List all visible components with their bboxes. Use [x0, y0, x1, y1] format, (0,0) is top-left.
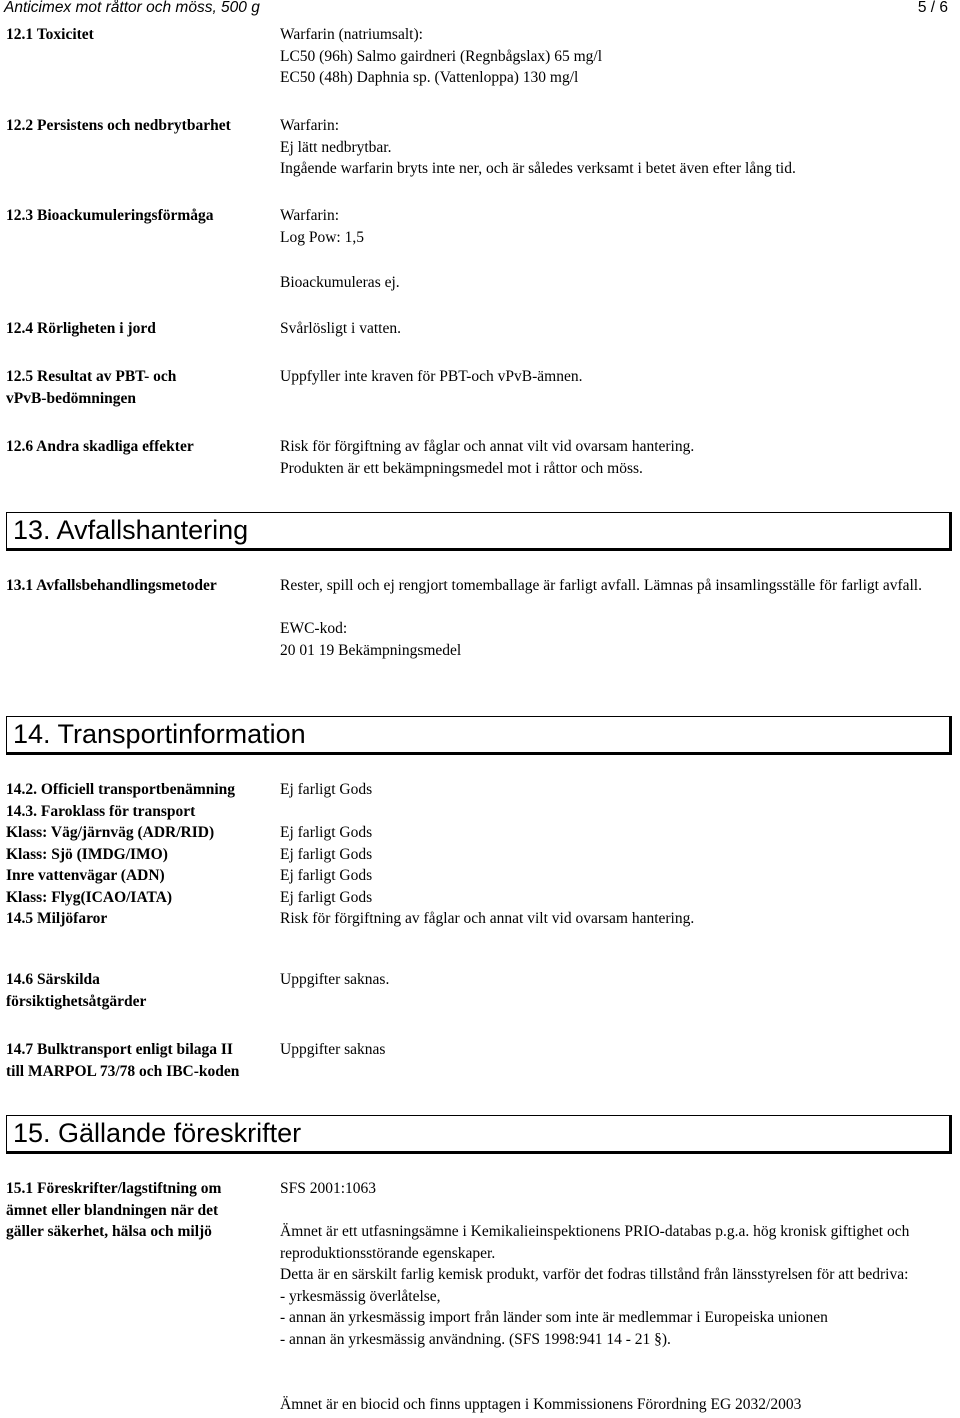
spacer: [280, 597, 958, 619]
section-14-6-value: Uppgifter saknas.: [280, 971, 390, 988]
transport-labels: [6, 779, 278, 930]
bioaccumulation-note: Bioackumuleras ej.: [280, 274, 400, 291]
section-12-4-label: 12.4 Rörligheten i jord: [6, 320, 156, 337]
transport-value: Risk för förgiftning av fåglar och annat vilt vid ovarsam hantering.: [280, 910, 695, 927]
spacer: [280, 1200, 958, 1222]
persistence-line: Ej lätt nedbrytbar.: [280, 138, 392, 156]
page-number: 5 / 6: [917, 0, 948, 16]
regulation-paragraph: Ämnet är ett utfasningsämne i Kemikalieinspektionens PRIO-databas p.g.a. hög kronisk giftighet och reproduktionsstörande egenskaper.: [280, 1223, 910, 1262]
ewc-code-value: 20 01 19 Bekämpningsmedel: [280, 641, 462, 659]
transport-values: [280, 779, 958, 930]
bioaccumulation-line: Log Pow: 1,5: [280, 228, 364, 246]
label-line: till MARPOL 73/78 och IBC-koden: [6, 1062, 240, 1080]
section-12-5-label: [6, 366, 278, 409]
section-12-2-label: 12.2 Persistens och nedbrytbarhet: [6, 117, 231, 134]
section-13-1-value: [280, 575, 958, 661]
section-12-6-label: 12.6 Andra skadliga effekter: [6, 438, 194, 455]
transport-label: Klass: Väg/järnväg (ADR/RID): [6, 824, 215, 841]
section-12-2-value: [280, 115, 958, 180]
section-12-1-value: [280, 24, 958, 89]
regulation-bullet: - annan än yrkesmässig användning. (SFS 1998:941 14 - 21 §).: [280, 1330, 671, 1348]
section-12-3-label: 12.3 Bioackumuleringsförmåga: [6, 207, 214, 224]
label-line: 14.6 Särskilda: [6, 971, 100, 988]
label-line: gäller säkerhet, hälsa och miljö: [6, 1223, 212, 1240]
sfs-reference: SFS 2001:1063: [280, 1180, 377, 1197]
toxicity-line: EC50 (48h) Daphnia sp. (Vattenloppa) 130 mg/l: [280, 69, 579, 86]
transport-label: Klass: Sjö (IMDG/IMO): [6, 845, 168, 863]
persistence-line: Ingående warfarin bryts inte ner, och är således verksamt i betet även efter lång tid.: [280, 160, 796, 177]
section-12-5-value: Uppfyller inte kraven för PBT-och vPvB-ämnen.: [280, 368, 583, 385]
section-12-3-value: [280, 205, 958, 248]
regulation-bullet: - annan än yrkesmässig import från länder som inte är medlemmar i Europeiska unionen: [280, 1309, 828, 1326]
section-13-heading: 13. Avfallshantering: [6, 512, 952, 551]
transport-value: Ej farligt Gods: [280, 867, 373, 884]
transport-value: Ej farligt Gods: [280, 824, 373, 841]
label-line: 12.5 Resultat av PBT- och: [6, 368, 177, 385]
toxicity-line: Warfarin (natriumsalt):: [280, 26, 423, 43]
label-line: försiktighetsåtgärder: [6, 992, 147, 1010]
transport-value: Ej farligt Gods: [280, 888, 373, 906]
section-12-4-value: Svårlösligt i vatten.: [280, 320, 401, 337]
transport-value: Ej farligt Gods: [280, 781, 373, 798]
toxicity-line: LC50 (96h) Salmo gairdneri (Regnbågslax) 65 mg/l: [280, 47, 602, 65]
disposal-method: Rester, spill och ej rengjort tomemballage är farligt avfall. Lämnas på insamlingsställe för farligt avfall.: [280, 577, 922, 594]
section-15-1-label: [6, 1178, 278, 1243]
regulation-paragraph: Detta är en särskilt farlig kemisk produkt, varför det fodras tillstånd från länsstyrelsen för att bedriva:: [280, 1266, 909, 1283]
label-line: 15.1 Föreskrifter/lagstiftning om: [6, 1180, 222, 1197]
ewc-code-label: EWC-kod:: [280, 620, 348, 637]
biocide-note: Ämnet är en biocid och finns upptagen i Kommissionens Förordning EG 2032/2003: [280, 1396, 802, 1413]
transport-label: 14.3. Faroklass för transport: [6, 802, 196, 820]
transport-label: Klass: Flyg(ICAO/IATA): [6, 888, 173, 906]
label-line: vPvB-bedömningen: [6, 389, 137, 407]
section-13-1-label: 13.1 Avfallsbehandlingsmetoder: [6, 577, 217, 594]
section-14-heading: 14. Transportinformation: [6, 716, 952, 755]
label-line: ämnet eller blandningen när det: [6, 1201, 219, 1219]
section-14-7-value: Uppgifter saknas: [280, 1041, 386, 1058]
section-15-1-value: [280, 1178, 958, 1350]
persistence-line: Warfarin:: [280, 117, 339, 134]
section-12-6-value: [280, 436, 958, 479]
label-line: 14.7 Bulktransport enligt bilaga II: [6, 1041, 233, 1058]
transport-label: 14.2. Officiell transportbenämning: [6, 781, 236, 798]
section-14-7-label: [6, 1039, 296, 1082]
regulation-bullet: - yrkesmässig överlåtelse,: [280, 1287, 441, 1305]
transport-value: [280, 801, 958, 823]
effects-line: Produkten är ett bekämpningsmedel mot i råttor och möss.: [280, 459, 643, 477]
document-title: Anticimex mot råttor och möss, 500 g: [4, 0, 260, 16]
section-14-6-label: [6, 969, 278, 1012]
transport-label: Inre vattenvägar (ADN): [6, 867, 165, 884]
section-15-heading: 15. Gällande föreskrifter: [6, 1115, 952, 1154]
transport-value: Ej farligt Gods: [280, 845, 373, 863]
transport-label: 14.5 Miljöfaror: [6, 910, 108, 927]
bioaccumulation-line: Warfarin:: [280, 207, 339, 224]
effects-line: Risk för förgiftning av fåglar och annat vilt vid ovarsam hantering.: [280, 438, 695, 455]
section-12-1-label: 12.1 Toxicitet: [6, 26, 94, 43]
